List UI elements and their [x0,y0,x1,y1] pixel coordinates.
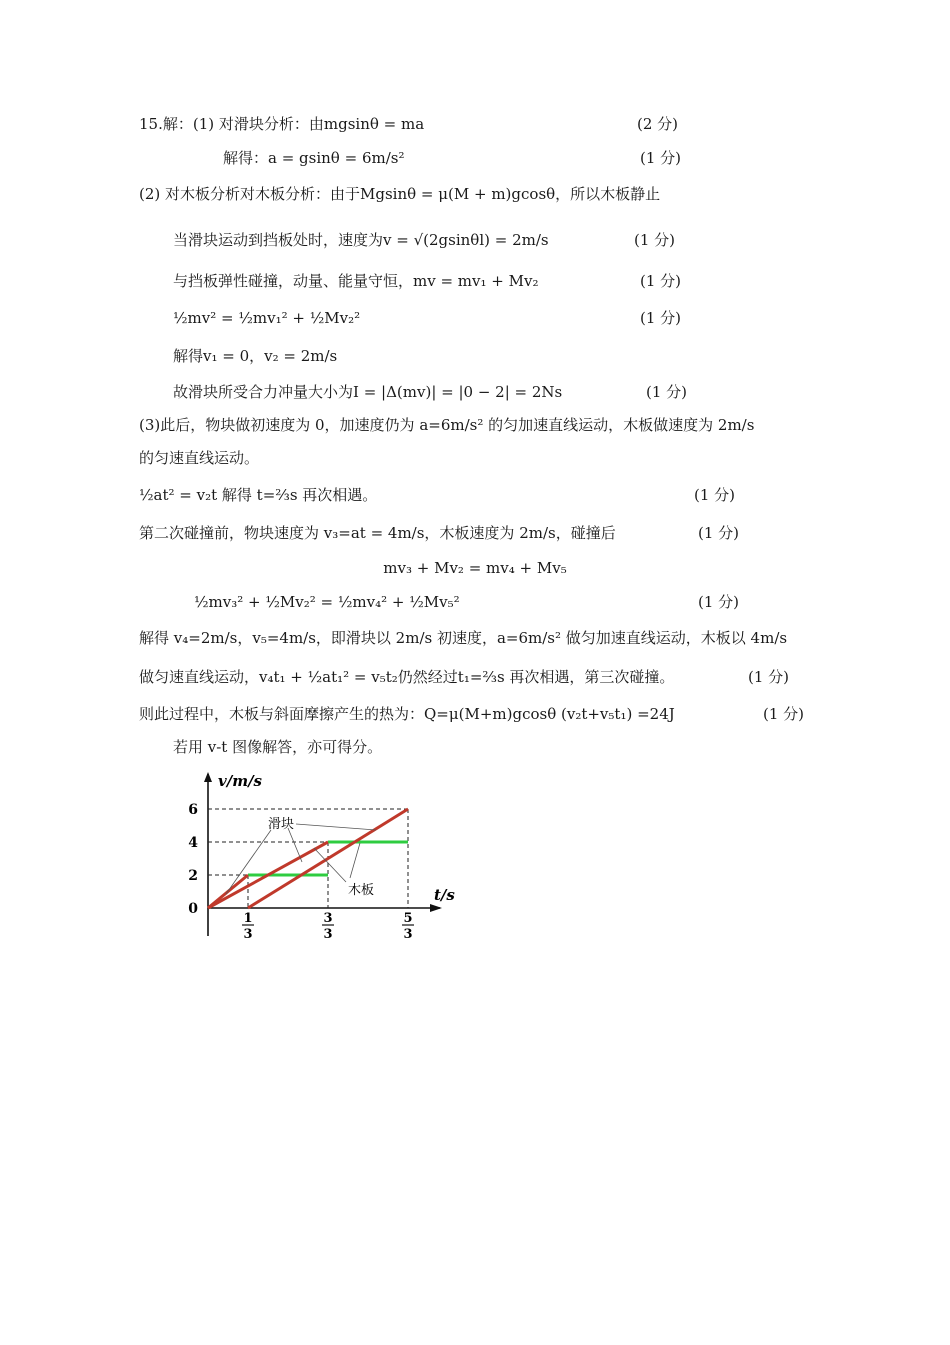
line-2: 解得：a = gsinθ = 6m/s² [223,149,405,167]
score-2: (1 分) [640,149,682,167]
y-tick-0: 0 [188,901,198,917]
score-4: (1 分) [634,231,676,249]
x-axis-arrow [430,904,442,912]
x-tick-num-2: 5 [403,911,413,926]
line-13: mv₃ + Mv₂ = mv₄ + Mv₅ [383,559,567,577]
x-tick-den-2: 3 [403,927,413,942]
graph-lines [208,809,408,908]
x-axis-label: t/s [434,886,455,904]
line-16: 做匀速直线运动，v₄t₁ + ½at₁² = v₅t₂仍然经过t₁=⅔s 再次相遇，第三次碰撞。 [139,668,675,686]
score-8: (1 分) [646,383,688,401]
y-tick-4: 4 [188,835,198,851]
vt-graph [176,768,476,958]
x-tick-den-0: 3 [243,927,253,942]
line-4: 当滑块运动到挡板处时，速度为v = √(2gsinθl) = 2m/s [173,231,549,249]
score-6: (1 分) [640,309,682,327]
line-17: 则此过程中，木板与斜面摩擦产生的热为：Q=μ(M+m)gcosθ (v₂t+v₅t₁) =24J [139,705,675,723]
pointer-board-2 [350,843,360,878]
label-block: 滑块 [268,817,295,832]
score-14: (1 分) [698,593,740,611]
score-5: (1 分) [640,272,682,290]
y-tick-6: 6 [188,802,198,818]
pointer-block-2 [288,828,302,862]
line-14: ½mv₃² + ½Mv₂² = ½mv₄² + ½Mv₅² [194,593,460,611]
line-12: 第二次碰撞前，物块速度为 v₃=at = 4m/s，木板速度为 2m/s，碰撞后 [139,524,616,542]
pointer-block-3 [296,824,376,830]
y-axis-label: v/m/s [218,772,262,790]
score-17: (1 分) [763,705,805,723]
line-15: 解得 v₄=2m/s，v₅=4m/s，即滑块以 2m/s 初速度，a=6m/s² 做匀加速直线运动，木板以 4m/s [139,629,788,647]
line-1: 15.解：(1) 对滑块分析：由mgsinθ = ma [139,115,425,133]
graph-labels [188,772,455,942]
y-axis-arrow [204,772,212,782]
score-11: (1 分) [694,486,736,504]
score-1: (2 分) [637,115,679,133]
score-16: (1 分) [748,668,790,686]
x-tick-num-1: 3 [323,911,333,926]
line-10: 的匀速直线运动。 [139,449,260,467]
label-board: 木板 [348,883,375,898]
x-tick-den-1: 3 [323,927,333,942]
x-tick-num-0: 1 [243,911,253,926]
line-5: 与挡板弹性碰撞，动量、能量守恒，mv = mv₁ + Mv₂ [173,272,539,290]
line-8: 故滑块所受合力冲量大小为I = |Δ(mv)| = |0 − 2| = 2Ns [173,383,563,401]
line-7: 解得v₁ = 0，v₂ = 2m/s [173,347,338,365]
y-tick-2: 2 [188,868,198,884]
line-18: 若用 v-t 图像解答，亦可得分。 [173,738,383,756]
line-11: ½at² = v₂t 解得 t=⅔s 再次相遇。 [139,486,378,504]
score-12: (1 分) [698,524,740,542]
line-3: (2) 对木板分析对木板分析：由于Mgsinθ = μ(M + m)gcosθ，所以木板静止 [139,185,661,203]
line-6: ½mv² = ½mv₁² + ½Mv₂² [173,309,361,327]
line-9: (3)此后，物块做初速度为 0，加速度仍为 a=6m/s² 的匀加速直线运动，木板做速度为 2m/s [139,416,755,434]
